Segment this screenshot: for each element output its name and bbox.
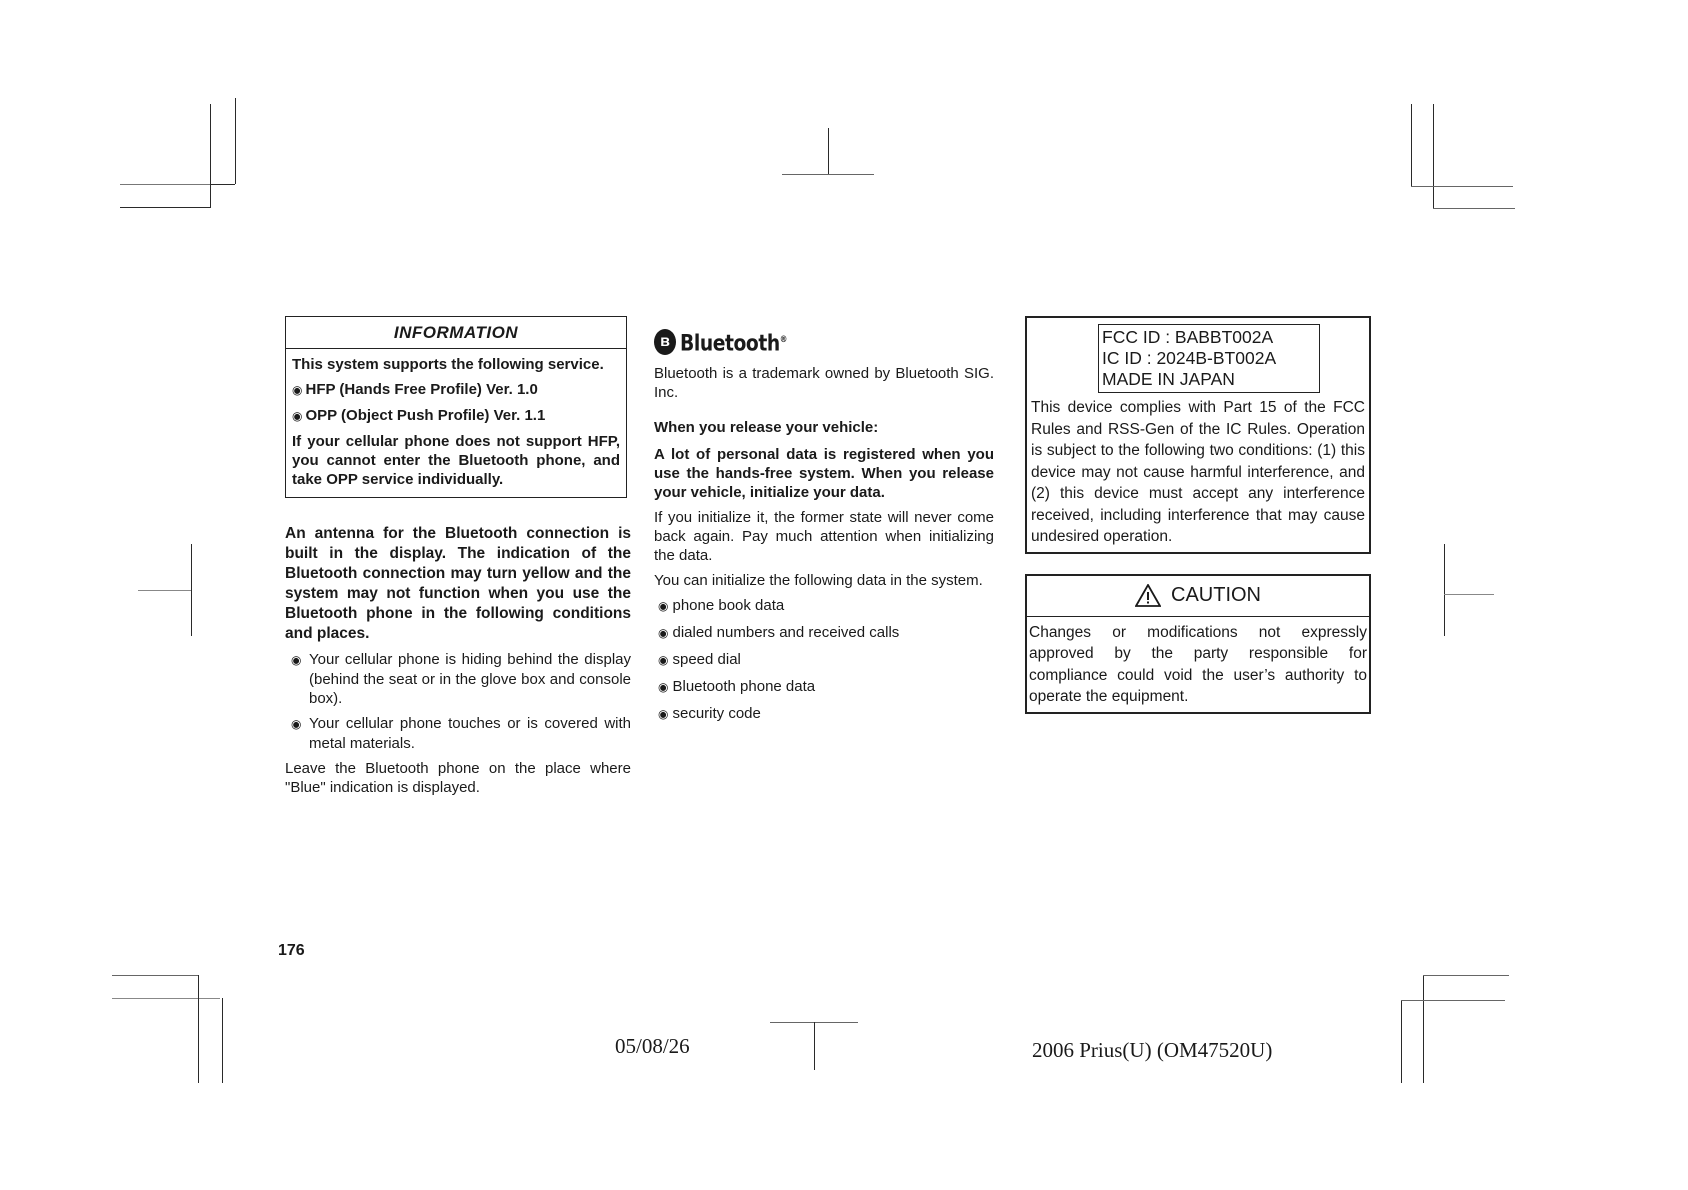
- fcc-statement: This device complies with Part 15 of the FCC Rules and RSS-Gen of the IC Rules. Operation is subject to the following two conditions: (1) this device may not cause harmful interference, and (2) this device must accept any interference received, including interference that may cause undesired operation.: [1031, 399, 1365, 545]
- crop-mark: [814, 1022, 815, 1070]
- crop-mark: [198, 975, 199, 1083]
- middle-column: [654, 326, 994, 731]
- footer-model: 2006 Prius(U) (OM47520U): [1032, 1038, 1273, 1062]
- release-plain-paragraph: If you initialize it, the former state will never come back again. Pay much attention when initializing the data.: [654, 509, 994, 564]
- crop-mark: [112, 998, 220, 999]
- crop-mark: [1444, 594, 1494, 595]
- ic-id: IC ID : 2024B-BT002A: [1102, 348, 1277, 368]
- antenna-paragraph: An antenna for the Bluetooth connection is built in the display. The indication of the Bluetooth connection may turn yellow and the system may not function when you use the Bluetooth phone in the following conditions and places.: [285, 525, 631, 642]
- left-column: [285, 316, 631, 797]
- crop-mark: [1433, 208, 1515, 209]
- bullet-icon: ◉: [292, 409, 303, 423]
- caution-box: [1025, 574, 1371, 714]
- fcc-id: FCC ID : BABBT002A: [1102, 327, 1274, 347]
- list-item: ◉ Bluetooth phone data: [658, 678, 816, 695]
- crop-mark: [1401, 1000, 1505, 1001]
- information-title: INFORMATION: [286, 317, 626, 349]
- crop-mark: [210, 184, 235, 185]
- trademark-paragraph: Bluetooth is a trademark owned by Bluetooth SIG. Inc.: [654, 365, 994, 401]
- crop-mark: [191, 544, 192, 636]
- crop-mark: [210, 104, 211, 208]
- crop-mark: [138, 590, 191, 591]
- crop-mark: [1401, 1000, 1402, 1083]
- warning-triangle-icon: [1135, 584, 1161, 607]
- list-item: ◉ speed dial: [658, 651, 741, 668]
- right-column: [1025, 316, 1371, 714]
- condition-item: ◉ Your cellular phone is hiding behind the display (behind the seat or in the glove box and console box).: [291, 651, 631, 707]
- footer-date: 05/08/26: [615, 1034, 690, 1058]
- information-box: [285, 316, 627, 498]
- crop-mark: [1423, 975, 1424, 1083]
- bullet-icon: ◉: [658, 707, 669, 721]
- bullet-icon: ◉: [658, 626, 669, 640]
- list-intro: You can initialize the following data in the system.: [654, 572, 983, 589]
- bluetooth-icon: ʙ: [654, 329, 676, 355]
- crop-mark: [828, 128, 829, 174]
- made-in: MADE IN JAPAN: [1102, 369, 1235, 389]
- leave-paragraph: Leave the Bluetooth phone on the place where "Blue" indication is displayed.: [285, 760, 631, 796]
- crop-mark: [1411, 104, 1412, 186]
- fcc-id-label: [1098, 324, 1320, 393]
- bluetooth-logo-text: Bluetooth: [680, 331, 780, 357]
- registered-mark: ®: [779, 334, 787, 345]
- crop-mark: [1423, 975, 1509, 976]
- page-number: 176: [278, 942, 305, 959]
- information-intro: This system supports the following service.: [292, 356, 604, 373]
- crop-mark: [235, 98, 236, 184]
- crop-mark: [120, 184, 210, 185]
- list-item: ◉ phone book data: [658, 597, 785, 614]
- list-item: ◉ dialed numbers and received calls: [658, 624, 900, 641]
- list-item: ◉ security code: [658, 705, 761, 722]
- release-bold-paragraph: A lot of personal data is registered when you use the hands-free system. When you release your vehicle, initialize your data.: [654, 446, 994, 501]
- information-item: ◉ HFP (Hands Free Profile) Ver. 1.0: [292, 381, 538, 398]
- crop-mark: [120, 207, 210, 208]
- bullet-icon: ◉: [291, 717, 302, 731]
- crop-mark: [1411, 186, 1513, 187]
- caution-title: CAUTION: [1171, 584, 1261, 606]
- bullet-icon: ◉: [658, 653, 669, 667]
- information-note: If your cellular phone does not support HFP, you cannot enter the Bluetooth phone, and take OPP service individually.: [292, 433, 620, 488]
- bullet-icon: ◉: [658, 680, 669, 694]
- bluetooth-logo: [654, 326, 994, 358]
- caution-text: Changes or modifications not expressly approved by the party responsible for compliance could void the user’s authority to operate the equipment.: [1029, 623, 1367, 705]
- fcc-box: [1025, 316, 1371, 554]
- release-heading: When you release your vehicle:: [654, 419, 879, 436]
- crop-mark: [1444, 544, 1445, 636]
- crop-mark: [112, 975, 198, 976]
- bullet-icon: ◉: [291, 653, 302, 667]
- crop-mark: [1433, 104, 1434, 208]
- information-item: ◉ OPP (Object Push Profile) Ver. 1.1: [292, 407, 546, 424]
- initialize-list: [654, 596, 994, 724]
- bullet-icon: ◉: [658, 599, 669, 613]
- crop-mark: [782, 174, 874, 175]
- condition-item: ◉ Your cellular phone touches or is covered with metal materials.: [291, 715, 631, 752]
- bullet-icon: ◉: [292, 383, 303, 397]
- crop-mark: [222, 998, 223, 1083]
